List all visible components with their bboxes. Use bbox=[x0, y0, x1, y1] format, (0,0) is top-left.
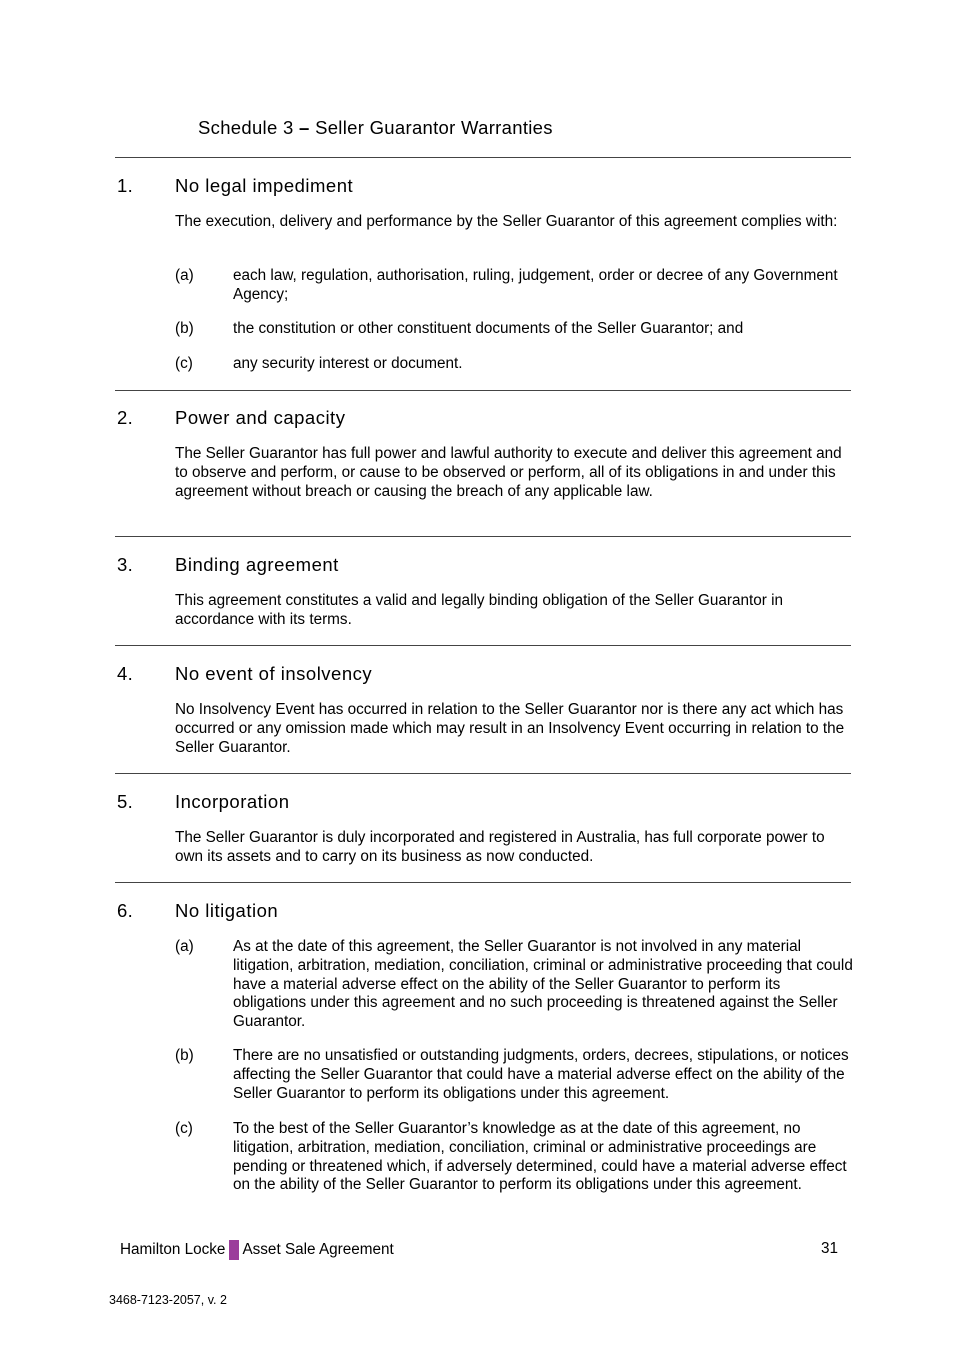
divider bbox=[115, 157, 851, 158]
schedule-title bbox=[198, 117, 553, 139]
footer-document: Asset Sale Agreement bbox=[242, 1240, 394, 1258]
item-label: (a) bbox=[175, 267, 194, 284]
divider bbox=[115, 390, 851, 391]
page-number: 31 bbox=[821, 1240, 839, 1257]
section-number: 5. bbox=[117, 791, 134, 812]
section-body: No Insolvency Event has occurred in relation to the Seller Guarantor nor is there any act which has occurred or any omission made which may result in an Insolvency Event occurring in relation to the Seller Guarantor. bbox=[175, 701, 845, 756]
item-text: each law, regulation, authorisation, ruling, judgement, order or decree of any Government Agency; bbox=[233, 267, 838, 303]
section-heading: No event of insolvency bbox=[175, 663, 373, 684]
item-text: any security interest or document. bbox=[233, 355, 463, 372]
item-text: the constitution or other constituent documents of the Seller Guarantor; and bbox=[233, 320, 744, 337]
section-number: 1. bbox=[117, 175, 134, 196]
footer-brand-bar bbox=[229, 1240, 239, 1260]
item-text: There are no unsatisfied or outstanding judgments, orders, decrees, stipulations, or notices affecting the Seller Guarantor that could have a material adverse effect on the ability of the Seller Guarantor to perform its obligations under this agreement. bbox=[233, 1047, 849, 1102]
divider bbox=[115, 882, 851, 883]
item-label: (c) bbox=[175, 355, 193, 372]
section-heading: Binding agreement bbox=[175, 554, 339, 575]
section-heading: Incorporation bbox=[175, 791, 290, 812]
item-text: As at the date of this agreement, the Seller Guarantor is not involved in any material litigation, arbitration, mediation, conciliation, criminal or administrative proceeding that could have a material adverse effect on the ability of the Seller Guarantor to perform its obligations under this agreement and no such proceeding is threatened against the Seller Guarantor. bbox=[233, 938, 853, 1031]
section-body: The Seller Guarantor has full power and lawful authority to execute and deliver this agreement and to observe and perform, or cause to be observed or perform, all of its obligations in and under this agreement without breach or causing the breach of any applicable law. bbox=[175, 445, 842, 500]
footer-firm: Hamilton Locke bbox=[120, 1240, 226, 1258]
section-heading: Power and capacity bbox=[175, 407, 346, 428]
divider bbox=[115, 645, 851, 646]
divider bbox=[115, 536, 851, 537]
section-heading: No litigation bbox=[175, 900, 279, 921]
item-label: (b) bbox=[175, 320, 194, 337]
item-label: (a) bbox=[175, 938, 194, 955]
section-number: 6. bbox=[117, 900, 134, 921]
item-label: (c) bbox=[175, 1120, 193, 1137]
section-number: 4. bbox=[117, 663, 134, 684]
item-text: To the best of the Seller Guarantor’s knowledge as at the date of this agreement, no litigation, arbitration, mediation, conciliation, criminal or administrative proceedings are pending or threatened which, if adversely determined, could have a material adverse effect on the ability of the Seller Guarantor to perform its obligations under this agreement. bbox=[233, 1120, 847, 1194]
section-heading: No legal impediment bbox=[175, 175, 354, 196]
document-id: 3468-7123-2057, v. 2 bbox=[109, 1293, 227, 1307]
section-intro: The execution, delivery and performance by the Seller Guarantor of this agreement complies with: bbox=[175, 213, 838, 230]
schedule-name: Seller Guarantor Warranties bbox=[315, 117, 553, 138]
item-label: (b) bbox=[175, 1047, 194, 1064]
footer-left bbox=[120, 1240, 394, 1260]
section-body: This agreement constitutes a valid and legally binding obligation of the Seller Guarantor in accordance with its terms. bbox=[175, 592, 783, 628]
divider bbox=[115, 773, 851, 774]
schedule-prefix: Schedule 3 bbox=[198, 117, 294, 138]
schedule-dash: – bbox=[299, 117, 310, 138]
section-body: The Seller Guarantor is duly incorporated and registered in Australia, has full corporate power to own its assets and to carry on its business as now conducted. bbox=[175, 829, 825, 865]
section-number: 2. bbox=[117, 407, 134, 428]
section-number: 3. bbox=[117, 554, 134, 575]
